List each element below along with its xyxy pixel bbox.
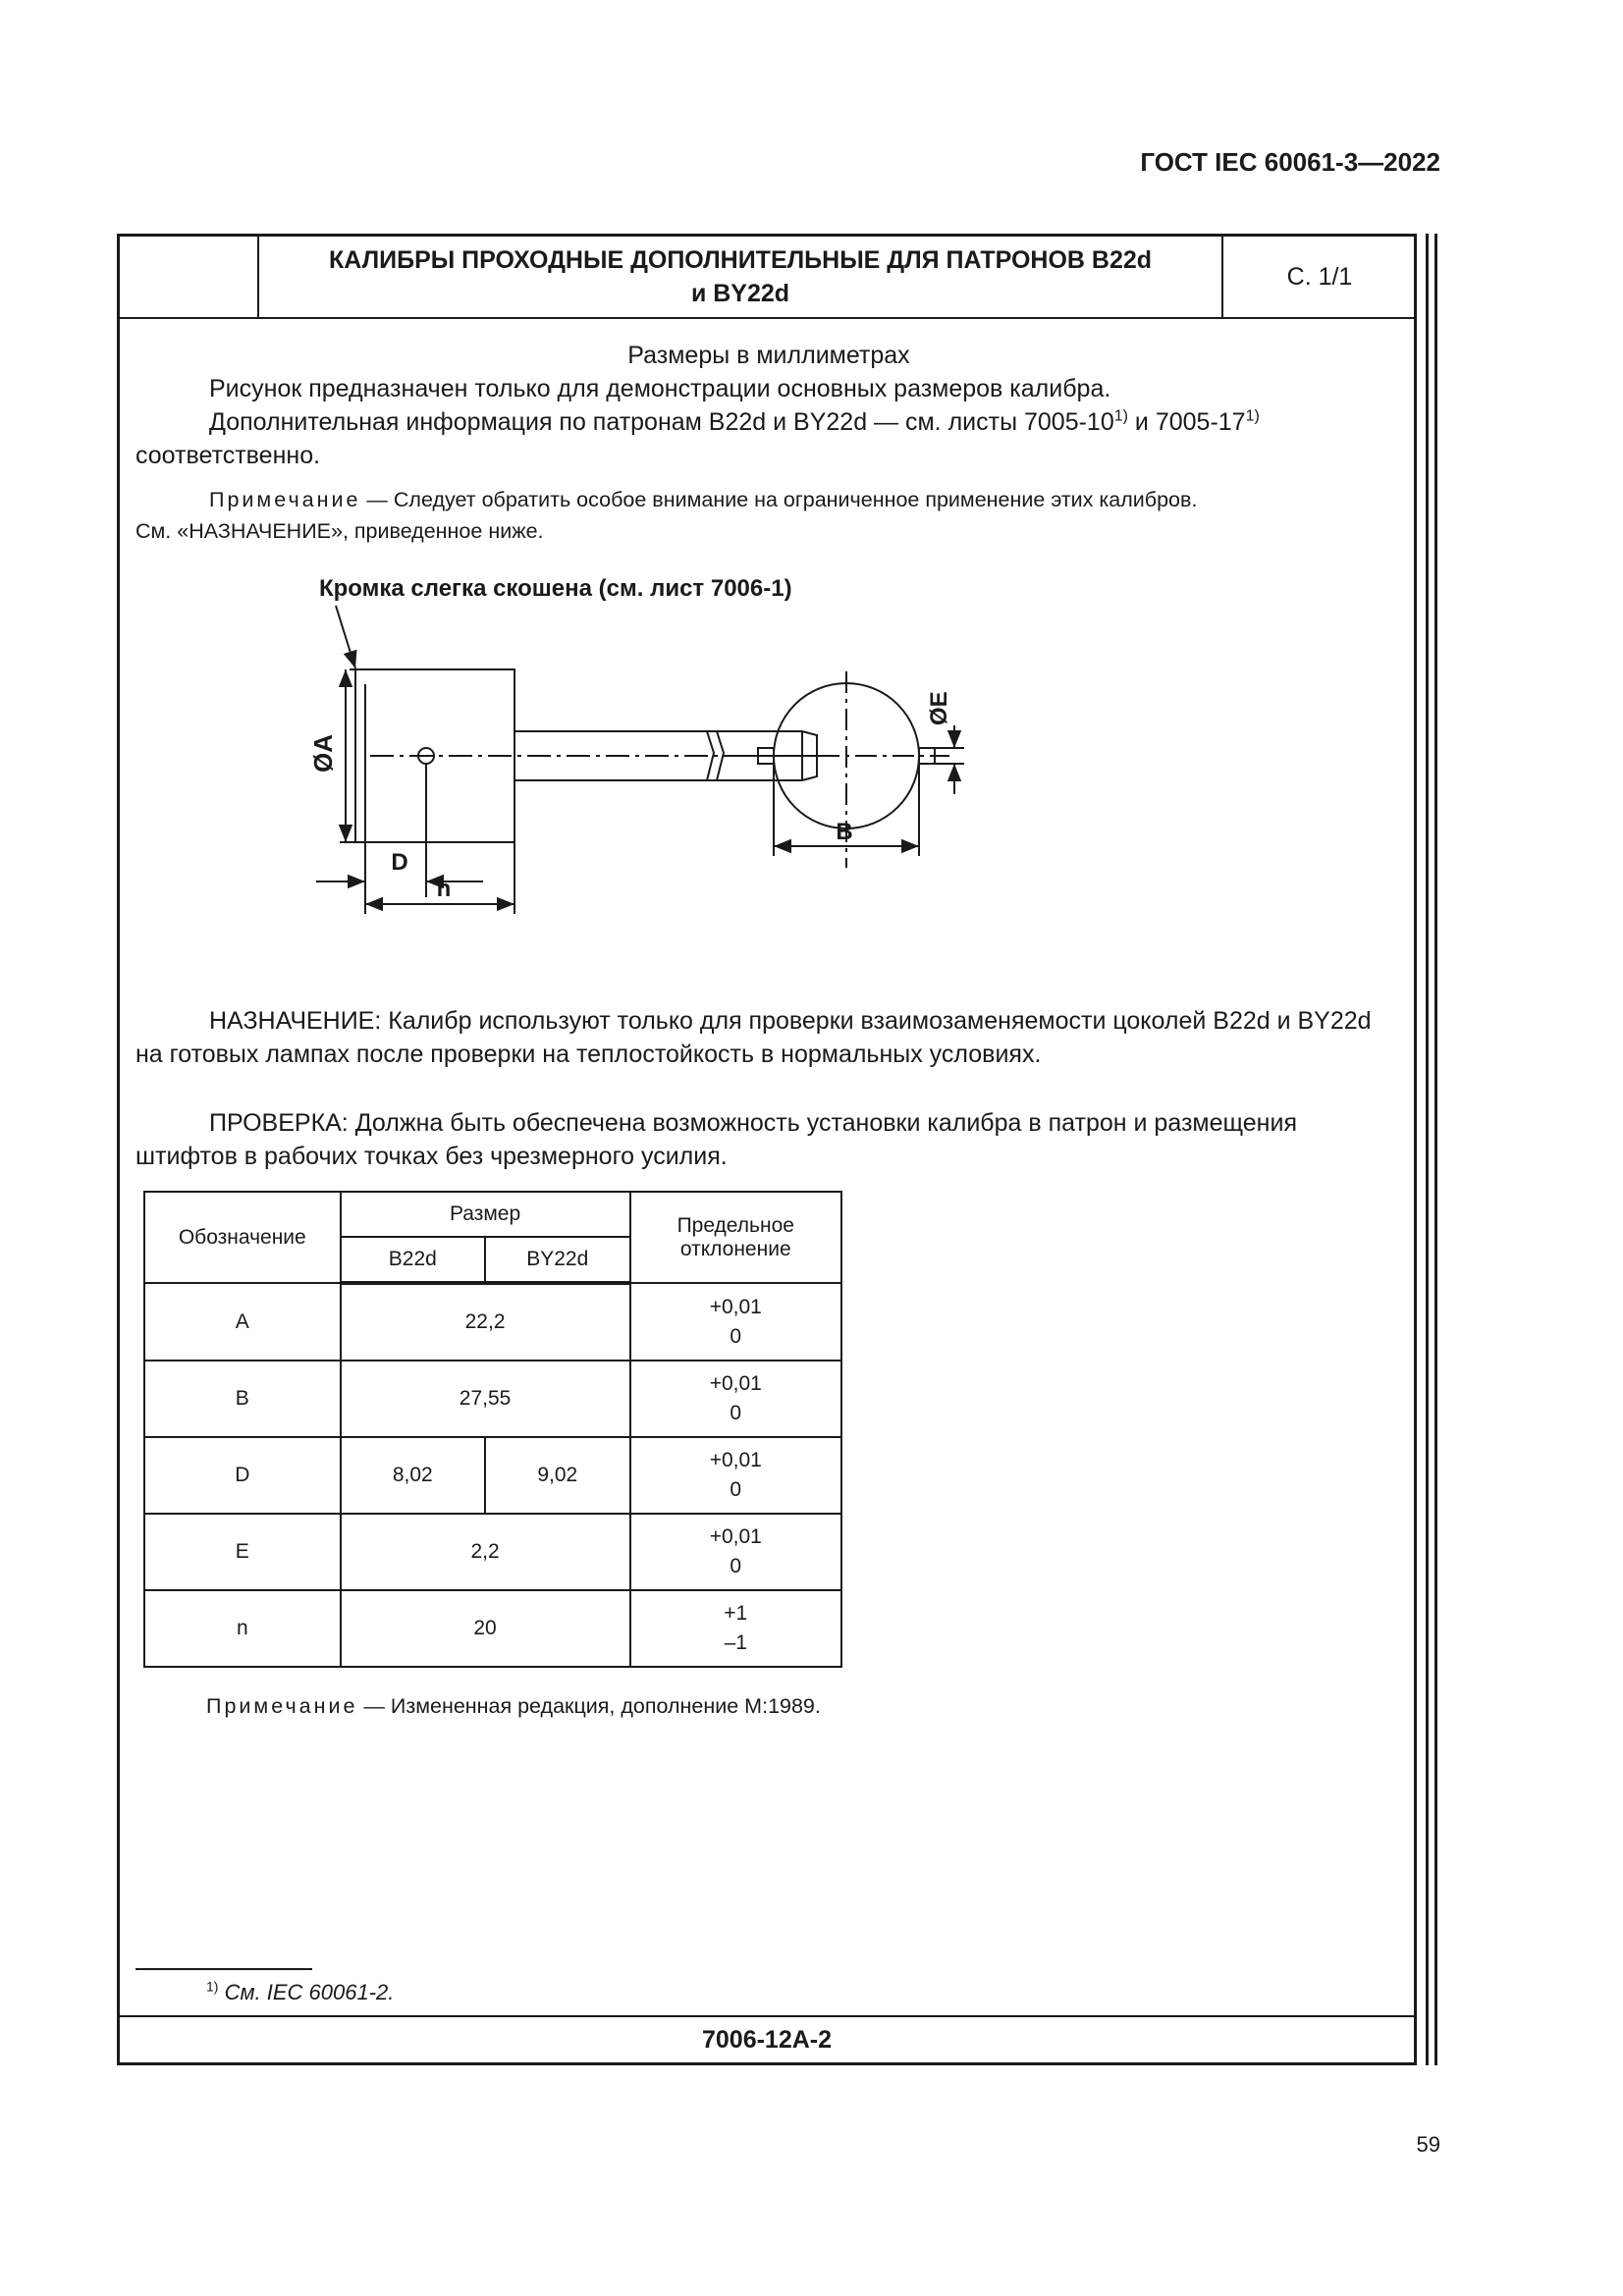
- dimensions-table: [143, 1191, 842, 1668]
- table-row: B 27,55 +0,01 0: [144, 1361, 841, 1437]
- page-number: 59: [1416, 2132, 1440, 2157]
- intro-line-1: Рисунок предназначен только для демонстрации основных размеров калибра.: [209, 375, 1111, 402]
- units-caption: Размеры в миллиметрах: [627, 342, 910, 369]
- table-row: D 8,02 9,02 +0,01 0: [144, 1437, 841, 1514]
- note-restricted-use: Примечание — Следует обратить особое внимание на ограниченное применение этих калибров. См. «НАЗНАЧЕНИЕ», приведенное ниже.: [135, 488, 1198, 543]
- dim-n-label: n: [436, 876, 452, 902]
- table-row: E 2,2 +0,01 0: [144, 1514, 841, 1590]
- sheet-title: [259, 237, 1221, 317]
- note-label: Примечание: [206, 1694, 358, 1718]
- dim-A-label: ØA: [308, 734, 338, 773]
- sheet-title-line2: и BY22d: [690, 280, 790, 307]
- col-header-b22d: B22d: [341, 1237, 485, 1283]
- intro-paragraph: [135, 372, 1402, 472]
- col-header-size: Размер: [341, 1192, 630, 1237]
- intro-line-2: Дополнительная информация по патронам B22d и BY22d — см. листы 7005-10$^{1)}$ и 7005-17$^{1)}$: [209, 407, 1260, 436]
- footnote-ref: 1): [1113, 407, 1128, 425]
- frame-side-line: [1434, 234, 1437, 2065]
- col-header-by22d: BY22d: [485, 1237, 630, 1283]
- table-row: A 22,2 +0,01 0: [144, 1283, 841, 1361]
- footnote-rule: [135, 1968, 312, 1970]
- sheet-frame: [117, 234, 1417, 2065]
- sheet-number: С. 1/1: [1221, 237, 1416, 317]
- header-divider: [120, 317, 1414, 319]
- dim-E-label: ØE: [926, 691, 952, 725]
- edge-label: Кромка слегка скошена (см. лист 7006-1): [319, 575, 792, 602]
- col-header-designation: Обозначение: [144, 1192, 341, 1283]
- gauge-drawing: [238, 568, 1219, 941]
- note-amendment: Примечание — Измененная редакция, дополнение М:1989.: [206, 1694, 821, 1718]
- sheet-title-line1: КАЛИБРЫ ПРОХОДНЫЕ ДОПОЛНИТЕЛЬНЫЕ ДЛЯ ПАТРОНОВ B22d: [328, 246, 1153, 274]
- col-header-tolerance: Предельное отклонение: [630, 1192, 841, 1283]
- intro-line-3: соответственно.: [135, 442, 321, 469]
- document-id: ГОСТ IEC 60061-3—2022: [1140, 147, 1440, 177]
- header-left-cell: [120, 237, 259, 317]
- dim-D-label: D: [391, 849, 408, 876]
- note-label: Примечание: [209, 488, 361, 511]
- dim-B-label: B: [836, 819, 853, 845]
- purpose-paragraph: НАЗНАЧЕНИЕ: Калибр используют только для проверки взаимозаменяемости цоколей B22d и BY22d на готовых лампах после проверки на теплостойкость в нормальных условиях.: [135, 1007, 1372, 1068]
- check-paragraph: ПРОВЕРКА: Должна быть обеспечена возможность установки калибра в патрон и размещения штифтов в рабочих точках без чрезмерного усилия.: [135, 1109, 1297, 1170]
- table-row: n 20 +1 –1: [144, 1590, 841, 1667]
- footnote-ref: 1): [1245, 407, 1260, 425]
- footnote: $^{1)}$ См. IEC 60061-2.: [206, 1978, 395, 2004]
- frame-side-line: [1426, 234, 1429, 2065]
- sheet-code: 7006-12А-2: [701, 2025, 833, 2054]
